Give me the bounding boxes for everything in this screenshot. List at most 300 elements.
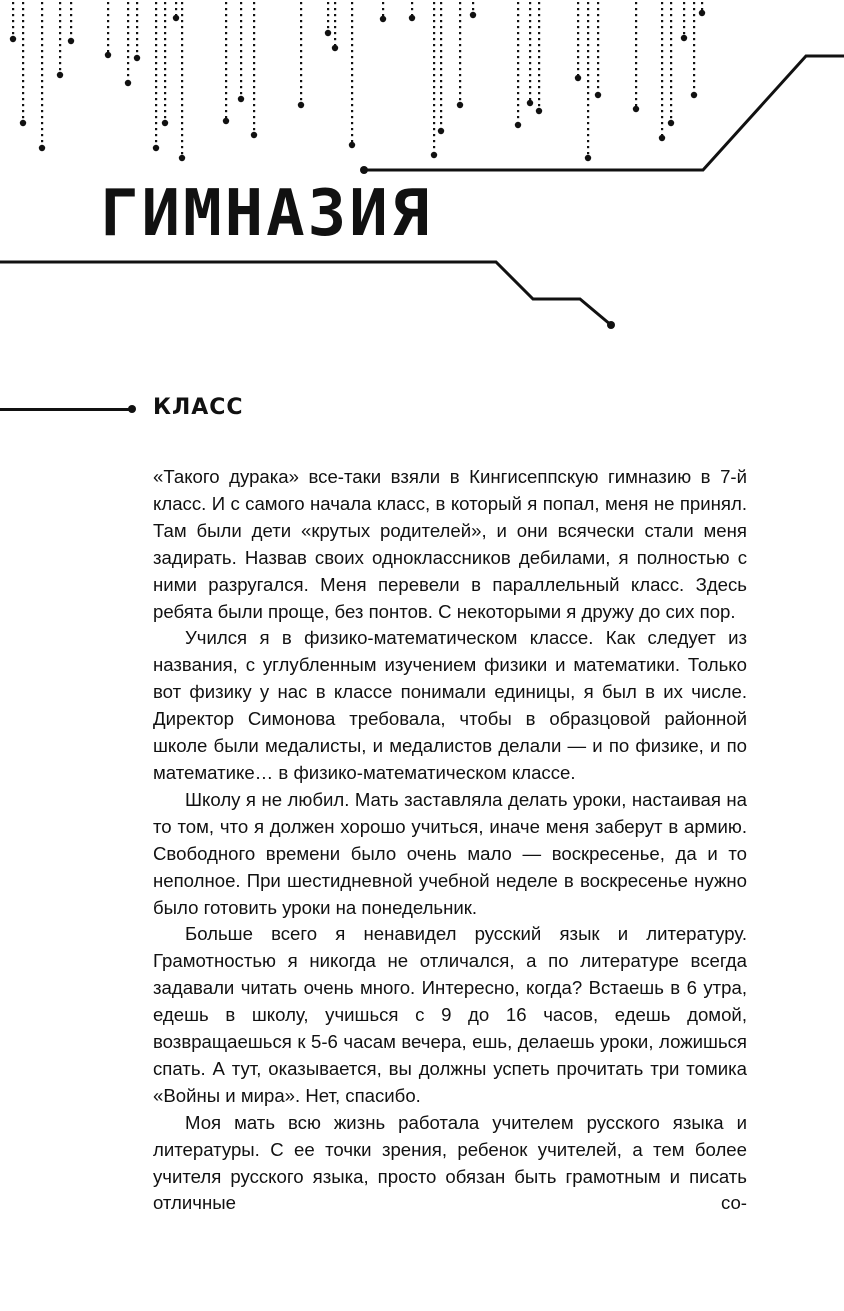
rain-dot: [597, 74, 599, 76]
rain-dot: [382, 8, 384, 10]
rain-dot: [127, 44, 129, 46]
rain-dot: [240, 92, 242, 94]
rain-dot: [225, 2, 227, 4]
rain-dot: [41, 32, 43, 34]
rain-dot: [127, 2, 129, 4]
rain-dot: [529, 80, 531, 82]
rain-dot: [433, 26, 435, 28]
rain-dot: [240, 74, 242, 76]
rain-drop: [153, 145, 159, 151]
rain-dot: [164, 26, 166, 28]
rain-dot: [181, 80, 183, 82]
rain-dot: [597, 56, 599, 58]
rain-dot: [59, 26, 61, 28]
rain-dot: [12, 2, 14, 4]
rain-dot: [155, 122, 157, 124]
rain-dot: [529, 56, 531, 58]
rain-dot: [155, 116, 157, 118]
rain-dot: [597, 86, 599, 88]
rain-dot: [459, 32, 461, 34]
rain-dot: [587, 146, 589, 148]
rain-dot: [22, 116, 24, 118]
rain-dot: [253, 50, 255, 52]
rain-dot: [661, 14, 663, 16]
rain-dot: [587, 32, 589, 34]
rain-dot: [587, 152, 589, 154]
rain-dot: [41, 2, 43, 4]
rain-dot: [351, 134, 353, 136]
rain-dot: [597, 62, 599, 64]
rain-dot: [107, 26, 109, 28]
rain-dot: [587, 98, 589, 100]
rain-dot: [517, 68, 519, 70]
rain-dot: [670, 116, 672, 118]
rain-dot: [635, 44, 637, 46]
rain-dot: [587, 50, 589, 52]
rain-dot: [12, 14, 14, 16]
rain-dot: [225, 8, 227, 10]
rain-dot: [70, 14, 72, 16]
rain-dot: [12, 26, 14, 28]
rain-dot: [181, 86, 183, 88]
rain-drop: [57, 72, 63, 78]
rain-dot: [155, 38, 157, 40]
rain-drop: [527, 100, 533, 106]
rain-dot: [253, 80, 255, 82]
rain-dot: [136, 26, 138, 28]
rain-dot: [459, 20, 461, 22]
rain-dot: [661, 122, 663, 124]
rain-dot: [433, 110, 435, 112]
rain-dot: [334, 2, 336, 4]
rain-dot: [351, 74, 353, 76]
rain-dot: [70, 2, 72, 4]
rain-dot: [433, 122, 435, 124]
rain-drop: [681, 35, 687, 41]
rain-dot: [661, 110, 663, 112]
rain-dot: [597, 80, 599, 82]
rain-dot: [155, 80, 157, 82]
rain-dot: [334, 32, 336, 34]
rain-drop: [691, 92, 697, 98]
rain-dot: [693, 68, 695, 70]
rain-dot: [253, 44, 255, 46]
rain-drop: [134, 55, 140, 61]
rain-dot: [661, 80, 663, 82]
rain-drop: [251, 132, 257, 138]
rain-dot: [597, 20, 599, 22]
rain-drop: [349, 142, 355, 148]
rain-dot: [300, 74, 302, 76]
rain-dot: [517, 74, 519, 76]
rain-dot: [127, 68, 129, 70]
rain-dot: [41, 68, 43, 70]
rain-dot: [351, 62, 353, 64]
rain-dot: [41, 74, 43, 76]
rain-dot: [587, 44, 589, 46]
rain-dot: [181, 56, 183, 58]
rain-dot: [635, 92, 637, 94]
rain-dot: [41, 14, 43, 16]
rain-dot: [661, 92, 663, 94]
rain-dot: [587, 74, 589, 76]
rain-dot: [240, 50, 242, 52]
rain-dot: [587, 92, 589, 94]
rain-dot: [240, 56, 242, 58]
rain-dot: [577, 68, 579, 70]
rain-dot: [41, 98, 43, 100]
rain-dot: [433, 32, 435, 34]
rain-dot: [253, 128, 255, 130]
rain-dot: [517, 86, 519, 88]
rain-dot: [670, 110, 672, 112]
rain-dot: [253, 56, 255, 58]
rain-dot: [164, 110, 166, 112]
rain-dot: [635, 68, 637, 70]
rain-dot: [440, 56, 442, 58]
rain-dot: [127, 56, 129, 58]
rain-dot: [683, 20, 685, 22]
rain-dot: [661, 2, 663, 4]
rain-dot: [155, 20, 157, 22]
rain-dot: [59, 56, 61, 58]
rain-dot: [300, 62, 302, 64]
rain-dot: [225, 110, 227, 112]
rain-dot: [683, 8, 685, 10]
rain-dot: [538, 62, 540, 64]
rain-drop: [431, 152, 437, 158]
rain-dot: [351, 56, 353, 58]
rain-drop: [536, 108, 542, 114]
rain-dot: [587, 140, 589, 142]
rain-dot: [225, 56, 227, 58]
rain-dot: [107, 20, 109, 22]
rain-dot: [240, 8, 242, 10]
rain-drop: [173, 15, 179, 21]
rain-dot: [59, 8, 61, 10]
rain-dot: [22, 44, 24, 46]
rain-dot: [529, 32, 531, 34]
rain-dot: [597, 68, 599, 70]
body-text: [153, 464, 747, 1217]
rain-dot: [175, 8, 177, 10]
rain-dot: [529, 62, 531, 64]
rain-dot: [693, 14, 695, 16]
rain-dot: [597, 32, 599, 34]
rain-dot: [529, 86, 531, 88]
rain-dot: [517, 92, 519, 94]
rain-dot: [225, 44, 227, 46]
rain-dot: [351, 80, 353, 82]
rain-dot: [411, 8, 413, 10]
rain-dot: [164, 2, 166, 4]
rain-dot: [440, 38, 442, 40]
rain-dot: [12, 20, 14, 22]
rain-dot: [127, 74, 129, 76]
rain-dot: [351, 38, 353, 40]
rain-dot: [253, 116, 255, 118]
rain-dot: [459, 2, 461, 4]
rain-dot: [107, 32, 109, 34]
rain-dot: [155, 98, 157, 100]
rain-dot: [136, 14, 138, 16]
rain-dot: [240, 80, 242, 82]
rain-dot: [181, 32, 183, 34]
rain-dot: [440, 20, 442, 22]
rain-dot: [693, 50, 695, 52]
rain-dot: [22, 2, 24, 4]
rain-dot: [440, 104, 442, 106]
rain-dot: [41, 38, 43, 40]
rain-dot: [517, 116, 519, 118]
rain-dot: [155, 140, 157, 142]
rain-dot: [517, 2, 519, 4]
rain-dot: [351, 98, 353, 100]
rain-dot: [538, 2, 540, 4]
rain-dot: [181, 44, 183, 46]
rain-dot: [538, 32, 540, 34]
rain-dot: [136, 2, 138, 4]
rain-dot: [411, 2, 413, 4]
rain-dot: [59, 44, 61, 46]
rain-dot: [433, 128, 435, 130]
rain-dot: [683, 2, 685, 4]
rain-dot: [300, 20, 302, 22]
rain-dot: [670, 14, 672, 16]
rain-dot: [300, 50, 302, 52]
rain-dot: [538, 26, 540, 28]
rain-dot: [433, 2, 435, 4]
rain-dot: [670, 8, 672, 10]
rain-dot: [433, 74, 435, 76]
rain-drop: [68, 38, 74, 44]
rain-dot: [155, 44, 157, 46]
rain-dot: [351, 128, 353, 130]
rain-dot: [440, 44, 442, 46]
rain-dot: [127, 38, 129, 40]
rain-dot: [670, 74, 672, 76]
rain-dot: [517, 110, 519, 112]
rain-dot: [351, 32, 353, 34]
rain-dot: [577, 62, 579, 64]
rain-dot: [670, 2, 672, 4]
rain-dot: [181, 116, 183, 118]
rain-dot: [693, 38, 695, 40]
rain-drop: [39, 145, 45, 151]
rain-dot: [253, 122, 255, 124]
rain-dot: [59, 20, 61, 22]
rain-dot: [164, 14, 166, 16]
rain-dot: [22, 68, 24, 70]
rain-dot: [683, 14, 685, 16]
rain-dot: [517, 38, 519, 40]
rain-dot: [529, 2, 531, 4]
rain-dot: [693, 56, 695, 58]
rain-dot: [41, 80, 43, 82]
rain-dot: [529, 8, 531, 10]
rain-dot: [597, 38, 599, 40]
rain-dot: [155, 68, 157, 70]
rain-dot: [635, 14, 637, 16]
rain-dot: [517, 26, 519, 28]
paragraph: «Такого дурака» все-таки взяли в Кингисеппскую гимназию в 7-й класс. И с самого начала класс, в который я попал, меня не принял. Там были дети «крутых родителей», и они всячески стали меня задирать. Назвав своих одноклассников дебилами, я полностью с ними разругался. Меня перевели в параллельный класс. Здесь ребята были проще, без понтов. С некоторыми я дружу до сих пор.: [153, 466, 747, 622]
rain-dot: [22, 26, 24, 28]
rain-dot: [181, 20, 183, 22]
rain-dot: [577, 44, 579, 46]
rain-dot: [538, 80, 540, 82]
rain-dot: [127, 50, 129, 52]
rain-dot: [693, 26, 695, 28]
rain-dot: [587, 86, 589, 88]
circuit-node-bottom: [607, 321, 615, 329]
rain-dot: [41, 20, 43, 22]
rain-dot: [155, 134, 157, 136]
rain-dot: [433, 38, 435, 40]
rain-dot: [240, 14, 242, 16]
rain-drop: [125, 80, 131, 86]
rain-dot: [701, 2, 703, 4]
rain-dot: [517, 14, 519, 16]
rain-dot: [164, 50, 166, 52]
rain-dot: [59, 68, 61, 70]
rain-dot: [22, 20, 24, 22]
rain-dot: [22, 98, 24, 100]
rain-dot: [181, 74, 183, 76]
rain-dot: [155, 32, 157, 34]
rain-dot: [300, 56, 302, 58]
rain-dot: [587, 134, 589, 136]
rain-dot: [635, 26, 637, 28]
rain-dot: [155, 104, 157, 106]
rain-dot: [587, 8, 589, 10]
rain-dot: [440, 8, 442, 10]
rain-drop: [699, 10, 705, 16]
rain-dot: [59, 2, 61, 4]
rain-dot: [225, 68, 227, 70]
rain-dot: [472, 8, 474, 10]
rain-dot: [538, 14, 540, 16]
rain-dot: [164, 68, 166, 70]
rain-dot: [670, 26, 672, 28]
paragraph: Учился я в физико-математическом классе. Как следует из названия, с углубленным изучением физики и математики. Только вот физику у нас в классе понимали единицы, я был в их числе. Директор Симонова требовала, чтобы в образцовой районной школе были медалисты, и медалистов делали — и по физике, и по математике… в физико-математическом классе.: [153, 627, 747, 783]
rain-dot: [661, 62, 663, 64]
rain-dot: [538, 44, 540, 46]
rain-dot: [635, 56, 637, 58]
rain-dot: [635, 74, 637, 76]
rain-drop: [668, 120, 674, 126]
rain-dot: [22, 86, 24, 88]
rain-dot: [300, 8, 302, 10]
rain-dot: [300, 80, 302, 82]
rain-dot: [440, 110, 442, 112]
rain-dot: [164, 20, 166, 22]
rain-dot: [433, 44, 435, 46]
rain-dot: [41, 92, 43, 94]
rain-drop: [179, 155, 185, 161]
rain-dot: [670, 68, 672, 70]
rain-dot: [433, 56, 435, 58]
rain-dot: [577, 20, 579, 22]
rain-dot: [155, 50, 157, 52]
section-heading: КЛАСС: [153, 395, 244, 420]
rain-dot: [661, 128, 663, 130]
rain-dot: [433, 92, 435, 94]
rain-dot: [164, 38, 166, 40]
rain-dot: [529, 68, 531, 70]
rain-dot: [459, 44, 461, 46]
rain-dot: [300, 14, 302, 16]
rain-dot: [440, 2, 442, 4]
rain-dot: [164, 62, 166, 64]
rain-dot: [300, 32, 302, 34]
rain-dot: [155, 8, 157, 10]
rain-dot: [577, 8, 579, 10]
rain-dot: [351, 8, 353, 10]
rain-dot: [517, 50, 519, 52]
rain-dot: [597, 14, 599, 16]
rain-dot: [661, 86, 663, 88]
rain-dot: [459, 86, 461, 88]
rain-dot: [181, 104, 183, 106]
rain-dot: [440, 74, 442, 76]
rain-dot: [635, 50, 637, 52]
rain-dot: [164, 56, 166, 58]
rain-dot: [670, 38, 672, 40]
rain-dot: [155, 56, 157, 58]
rain-dot: [240, 68, 242, 70]
rain-dot: [538, 98, 540, 100]
rain-dot: [538, 74, 540, 76]
rain-dot: [136, 20, 138, 22]
rain-dot: [670, 92, 672, 94]
rain-dot: [181, 98, 183, 100]
rain-dot: [433, 86, 435, 88]
rain-dot: [181, 62, 183, 64]
rain-dot: [41, 134, 43, 136]
rain-dot: [181, 152, 183, 154]
circuit-decoration: [0, 0, 844, 340]
rain-dot: [577, 14, 579, 16]
rain-dot: [225, 20, 227, 22]
rain-dot: [22, 8, 24, 10]
rain-dot: [164, 80, 166, 82]
rain-dot: [181, 122, 183, 124]
rain-dot: [155, 26, 157, 28]
rain-drop: [470, 12, 476, 18]
rain-dot: [181, 38, 183, 40]
rain-dot: [351, 14, 353, 16]
rain-dot: [181, 146, 183, 148]
rain-dot: [225, 92, 227, 94]
rain-dot: [635, 2, 637, 4]
rain-dot: [529, 74, 531, 76]
rain-dot: [587, 2, 589, 4]
rain-dot: [517, 98, 519, 100]
rain-dot: [334, 14, 336, 16]
rain-dot: [351, 92, 353, 94]
rain-dot: [225, 50, 227, 52]
rain-dot: [59, 32, 61, 34]
rain-dot: [127, 14, 129, 16]
rain-dot: [693, 32, 695, 34]
rain-dot: [59, 38, 61, 40]
rain-dot: [351, 26, 353, 28]
rain-dot: [440, 98, 442, 100]
rain-dot: [670, 104, 672, 106]
rain-dot: [225, 26, 227, 28]
rain-dot: [538, 86, 540, 88]
rain-dot: [597, 44, 599, 46]
